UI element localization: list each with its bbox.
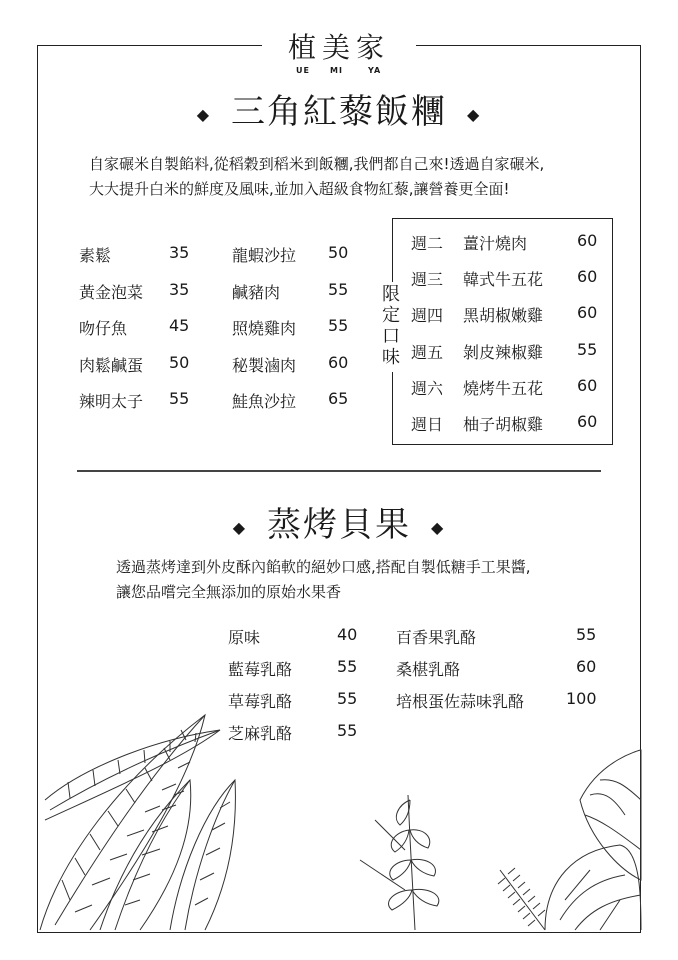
rice-ball-item-price: 35 bbox=[169, 243, 190, 262]
weekly-item-name: 剝皮辣椒雞 bbox=[463, 343, 544, 362]
rice-ball-item-name: 秘製滷肉 bbox=[232, 356, 297, 375]
rice-ball-item-name: 黃金泡菜 bbox=[79, 283, 144, 302]
weekly-day: 週日 bbox=[411, 415, 444, 434]
banana-leaf-icon bbox=[40, 715, 205, 930]
bagel-item-price: 55 bbox=[337, 689, 358, 708]
rice-ball-item-price: 50 bbox=[169, 353, 190, 372]
bagel-item-name: 草莓乳酪 bbox=[228, 692, 293, 711]
rice-ball-item-price: 55 bbox=[169, 389, 190, 408]
section2-desc-line: 讓您品嚐完全無添加的原始水果香 bbox=[116, 583, 342, 601]
rice-ball-item-name: 鹹豬肉 bbox=[232, 283, 281, 302]
monstera-leaf-icon bbox=[545, 750, 641, 930]
brand-sub-1: UE bbox=[296, 66, 310, 75]
weekly-day: 週六 bbox=[411, 379, 444, 398]
section1-desc-line: 自家碾米自製餡料,從稻穀到稻米到飯糰,我們都自己來!透過自家碾米, bbox=[89, 155, 545, 173]
bagel-item-name: 百香果乳酪 bbox=[396, 628, 477, 647]
rice-ball-item-name: 肉鬆鹹蛋 bbox=[79, 356, 144, 375]
rice-ball-item-price: 55 bbox=[328, 316, 349, 335]
bagel-item-name: 原味 bbox=[228, 628, 261, 647]
rice-ball-item-name: 吻仔魚 bbox=[79, 319, 128, 338]
section1-desc-line: 大大提升白米的鮮度及風味,並加入超級食物紅藜,讓營養更全面! bbox=[89, 180, 510, 198]
bagel-item-name: 桑椹乳酪 bbox=[396, 660, 461, 679]
weekly-item-price: 60 bbox=[577, 303, 598, 322]
section2-desc-line: 透過蒸烤達到外皮酥內餡軟的絕妙口感,搭配自製低糖手工果醬, bbox=[116, 558, 531, 576]
rice-ball-item-price: 35 bbox=[169, 280, 190, 299]
rice-ball-item-price: 50 bbox=[328, 243, 349, 262]
bagel-item-name: 藍莓乳酪 bbox=[228, 660, 293, 679]
bagel-item-price: 55 bbox=[576, 625, 597, 644]
rice-ball-item-name: 辣明太子 bbox=[79, 392, 144, 411]
limited-flavor-label: 限定口味 bbox=[382, 284, 400, 368]
rice-ball-item-price: 45 bbox=[169, 316, 190, 335]
bagel-item-price: 60 bbox=[576, 657, 597, 676]
rice-ball-item-price: 55 bbox=[328, 280, 349, 299]
fern-leaf-icon bbox=[498, 868, 545, 930]
weekly-item-name: 黑胡椒嫩雞 bbox=[463, 306, 544, 325]
weekly-item-name: 柚子胡椒雞 bbox=[463, 415, 544, 434]
diamond-bullet-icon: ◆ bbox=[431, 517, 446, 537]
brand-sub-3: YA bbox=[368, 66, 382, 75]
bagel-item-name: 芝麻乳酪 bbox=[228, 724, 293, 743]
diamond-bullet-icon: ◆ bbox=[196, 104, 211, 124]
brand-name: 植美家 bbox=[287, 31, 390, 64]
bagel-item-price: 40 bbox=[337, 625, 358, 644]
bagel-item-price: 55 bbox=[337, 657, 358, 676]
weekly-item-price: 60 bbox=[577, 412, 598, 431]
rice-ball-item-name: 龍蝦沙拉 bbox=[232, 246, 297, 265]
diamond-bullet-icon: ◆ bbox=[232, 517, 247, 537]
weekly-day: 週二 bbox=[411, 234, 444, 253]
bagel-item-price: 55 bbox=[337, 721, 358, 740]
weekly-day: 週三 bbox=[411, 270, 444, 289]
weekly-item-price: 60 bbox=[577, 267, 598, 286]
bagel-item-price: 100 bbox=[566, 689, 597, 708]
banana-leaf-icon bbox=[100, 780, 191, 930]
weekly-item-price: 60 bbox=[577, 231, 598, 250]
rice-ball-item-price: 65 bbox=[328, 389, 349, 408]
section2-title: 蒸烤貝果 bbox=[267, 505, 411, 545]
rice-ball-item-price: 60 bbox=[328, 353, 349, 372]
rice-ball-item-name: 鮭魚沙拉 bbox=[232, 392, 297, 411]
rice-ball-item-name: 照燒雞肉 bbox=[232, 319, 297, 338]
weekly-day: 週四 bbox=[411, 306, 444, 325]
bagel-item-name: 培根蛋佐蒜味乳酪 bbox=[396, 692, 525, 711]
section1-title: 三角紅藜飯糰 bbox=[231, 92, 447, 132]
rice-ball-item-name: 素鬆 bbox=[79, 246, 112, 265]
weekly-item-price: 60 bbox=[577, 376, 598, 395]
weekly-item-name: 韓式牛五花 bbox=[463, 270, 544, 289]
brand-sub-2: MI bbox=[330, 66, 343, 75]
weekly-item-name: 燒烤牛五花 bbox=[463, 379, 544, 398]
weekly-item-price: 55 bbox=[577, 340, 598, 359]
weekly-item-name: 薑汁燒肉 bbox=[463, 234, 528, 253]
diamond-bullet-icon: ◆ bbox=[467, 104, 482, 124]
weekly-day: 週五 bbox=[411, 343, 444, 362]
fern-branch-icon bbox=[360, 795, 439, 930]
